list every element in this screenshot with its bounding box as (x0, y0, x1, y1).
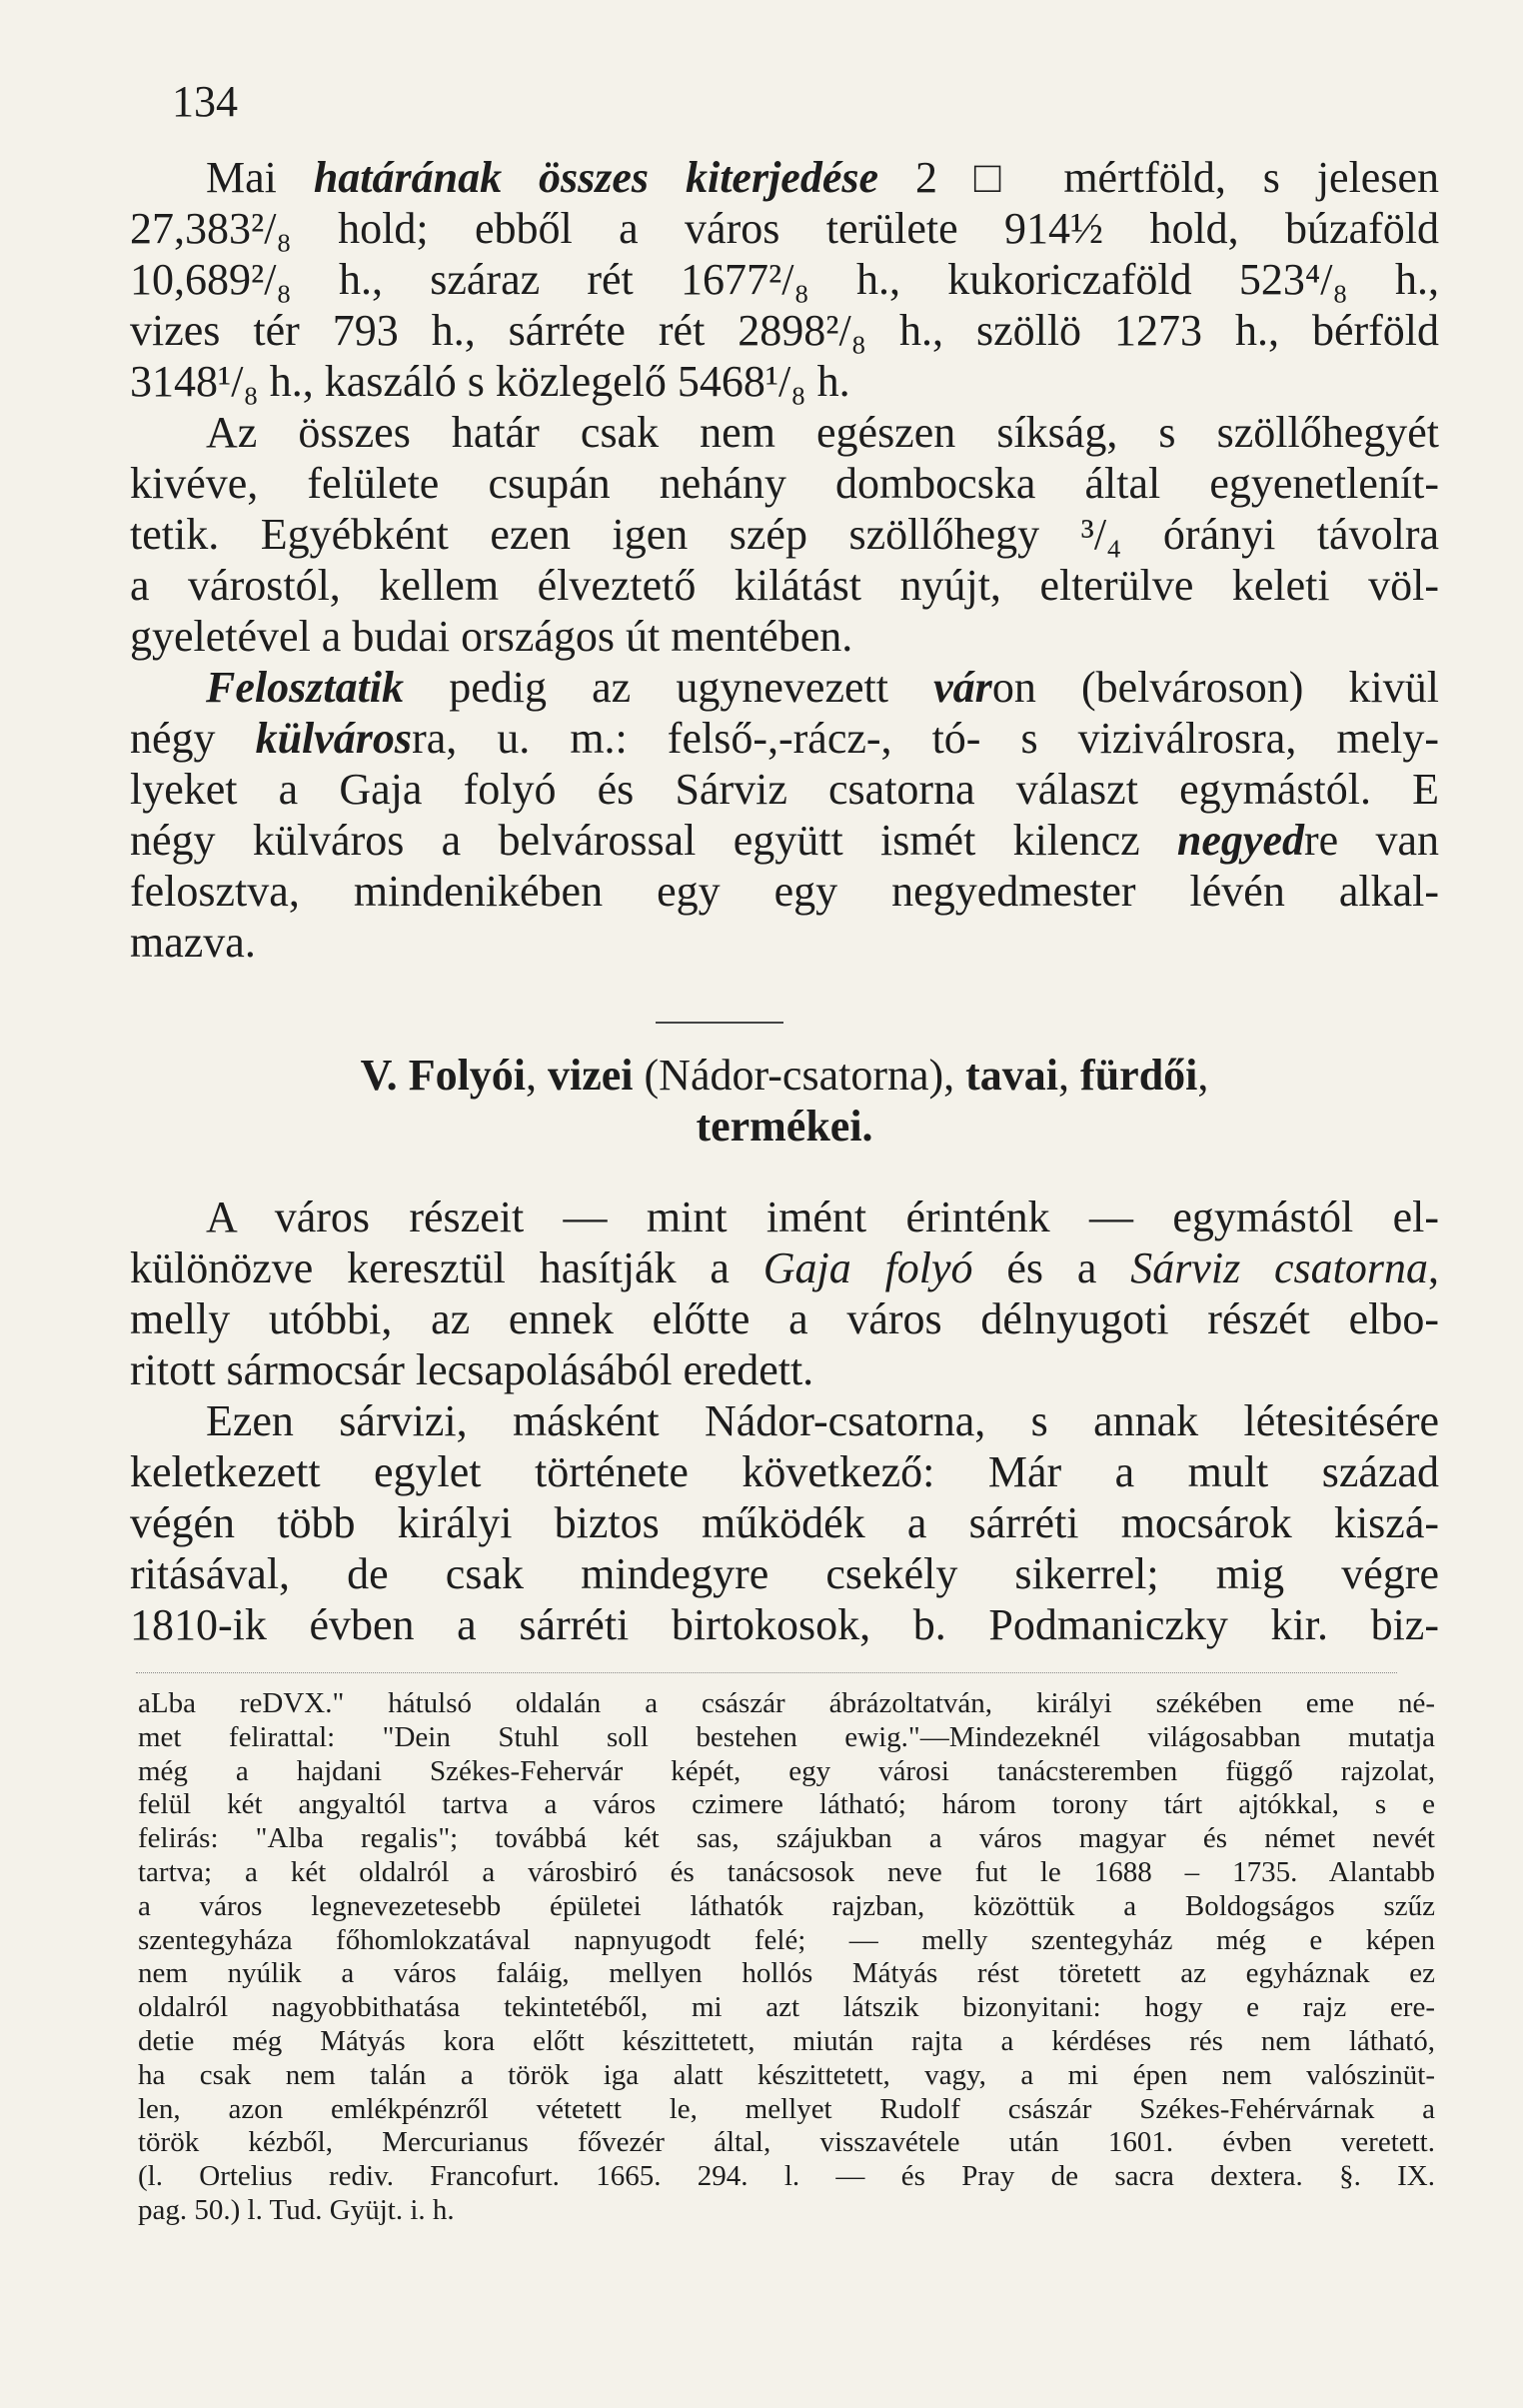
heading-line: V. Folyói, vizei (Nádor-csatorna), tavai, fürdői, (360, 1051, 1209, 1100)
text-span: különözve keresztül hasítják a (130, 1243, 763, 1292)
text-line (130, 1242, 1439, 1293)
footnote-line: pag. 50.) l. Tud. Gyüjt. i. h. (138, 2193, 455, 2226)
text-line: Az összes határ csak nem egészen síkság, s szöllőhegyét (206, 408, 1439, 457)
heading-word: termékei. (696, 1102, 873, 1151)
text-line: vizes tér 793 h., sárréte rét 2898²/₈ h., szöllö 1273 h., bérföld (130, 306, 1439, 355)
footnote-line: detie még Mátyás kora előtt készittetett, miután rajta a kérdéses rés nem látható, (138, 2024, 1435, 2057)
text-line (130, 815, 1439, 866)
text-span: négy (130, 714, 256, 763)
heading-word: Folyói (408, 1051, 527, 1100)
footnote-line: met felirattal: "Dein Stuhl soll bestehen ewig."—Mindezeknél világosabban mutatja (138, 1720, 1435, 1753)
text-line: ritásával, de csak mindegyre csekély sikerrel; mig végre (130, 1549, 1439, 1598)
emphasis: Gaja folyó (762, 1243, 973, 1292)
text-line: mazva. (130, 918, 256, 967)
heading-line (130, 1101, 1439, 1152)
text-span: , (1428, 1243, 1440, 1292)
emphasis: határának összes kiterjedése (313, 153, 879, 202)
text-span: on (belvároson) kivül (991, 663, 1439, 712)
text-line: 10,689²/₈ h., száraz rét 1677²/₈ h., kukoriczaföld 523⁴/₈ h., (130, 255, 1439, 304)
section-divider (656, 1022, 783, 1024)
section-heading (130, 1050, 1439, 1152)
text-line: kivéve, felülete csupán nehány dombocska által egyenetlenít- (130, 459, 1439, 508)
footnote-divider (136, 1672, 1397, 1673)
text-line: 1810-ik évben a sárréti birtokosok, b. Podmaniczky kir. biz- (130, 1600, 1439, 1649)
text-line: felosztva, mindenikében egy egy negyedmester lévén alkal- (130, 867, 1439, 916)
section-borders-text (130, 152, 1439, 968)
text-line (130, 662, 1439, 713)
text-line: melly utóbbi, az ennek előtte a város délnyugoti részét elbo- (130, 1294, 1439, 1343)
footnote-line: ha csak nem talán a török iga alatt készittetett, vagy, a mi épen nem valószinüt- (138, 2058, 1435, 2091)
text-line: 3148¹/₈ h., kaszáló s közlegelő 5468¹/₈ h. (130, 357, 850, 406)
text-line: keletkezett egylet története következő: Már a mult század (130, 1447, 1439, 1496)
text-line (130, 152, 1439, 203)
emphasis: Sárviz csatorna (1130, 1243, 1429, 1292)
section-waters-text (130, 1192, 1439, 1650)
footnote-line: szentegyháza főhomlokzatával napnyugodt felé; — melly szentegyház még e képen (138, 1923, 1435, 1956)
footnote-line: török kézből, Mercurianus fővezér által, visszavétele után 1601. évben veretett. (138, 2126, 1435, 2159)
footnote-line: felirás: "Alba regalis"; továbbá két sas, szájukban a város magyar és német nevét (138, 1822, 1435, 1855)
text-span: 2 □ mértföld, s jelesen (878, 153, 1439, 202)
footnote-line: tartva; a két oldalról a városbiró és tanácsosok neve fut le 1688 – 1735. Alantabb (138, 1855, 1435, 1888)
text-span: pedig az ugynevezett (404, 663, 934, 712)
heading-word: fürdői (1080, 1051, 1198, 1100)
footnote-line: aLba reDVX." hátulsó oldalán a császár ábrázoltatván, királyi székében eme né- (138, 1687, 1435, 1719)
text-line: a várostól, kellem élveztető kilátást nyújt, elterülve keleti völ- (130, 561, 1439, 610)
page-number: 134 (172, 77, 238, 126)
emphasis: vár (933, 663, 992, 712)
text-line: lyeket a Gaja folyó és Sárviz csatorna választ egymástól. E (130, 765, 1439, 814)
footnote-line: len, azon emlékpénzről vétetett le, mellyet Rudolf császár Székes-Fehérvárnak a (138, 2092, 1435, 2125)
text-line: A város részeit — mint imént érinténk — egymástól el- (206, 1193, 1439, 1241)
text-span: ra, u. m.: felső-,-rácz-, tó- s viziválrosra, mely- (412, 714, 1439, 763)
footnote-line: (l. Ortelius rediv. Francofurt. 1665. 294. l. — és Pray de sacra dextera. §. IX. (138, 2160, 1435, 2193)
text-span: négy külváros a belvárossal együtt ismét kilencz (130, 816, 1177, 865)
text-line: Ezen sárvizi, másként Nádor-csatorna, s annak létesitésére (206, 1396, 1439, 1445)
emphasis: negyed (1176, 816, 1304, 865)
heading-parenthetical: (Nádor-csatorna) (644, 1051, 944, 1100)
footnote (138, 1687, 1435, 2228)
text-line (130, 713, 1439, 764)
emphasis: Felosztatik (206, 663, 405, 712)
text-line: 27,383²/₈ hold; ebből a város területe 914½ hold, búzaföld (130, 204, 1439, 253)
text-line: végén több királyi biztos működék a sárréti mocsárok kiszá- (130, 1498, 1439, 1547)
text-span: re van (1303, 816, 1439, 865)
text-line: ritott sármocsár lecsapolásából eredett. (130, 1345, 814, 1394)
footnote-line: még a hajdani Székes-Fehervár képét, egy városi tanácsteremben függő rajzolat, (138, 1754, 1435, 1787)
text-span: és a (972, 1243, 1131, 1292)
text-line: tetik. Egyébként ezen igen szép szöllőhegy ³/₄ órányi távolra (130, 510, 1439, 559)
footnote-line: oldalról nagyobbithatása tekintetéből, mi azt látszik bizonyitani: hogy e rajz ere- (138, 1991, 1435, 2024)
footnote-line: a város legnevezetesebb épületei láthatók rajzban, közöttük a Boldogságos szűz (138, 1889, 1435, 1922)
emphasis: külváros (255, 714, 413, 763)
heading-number: V. (360, 1051, 398, 1100)
heading-word: tavai (965, 1051, 1059, 1100)
footnote-line: felül két angyaltól tartva a város czimere látható; három torony tárt ajtókkal, s e (138, 1788, 1435, 1821)
heading-word: vizei (548, 1051, 634, 1100)
text-span: Mai (206, 153, 314, 202)
text-line: gyeletével a budai országos út mentében. (130, 612, 853, 661)
footnote-line: nem nyúlik a város faláig, mellyen hollós Mátyás rést töretett az egyháznak ez (138, 1957, 1435, 1990)
